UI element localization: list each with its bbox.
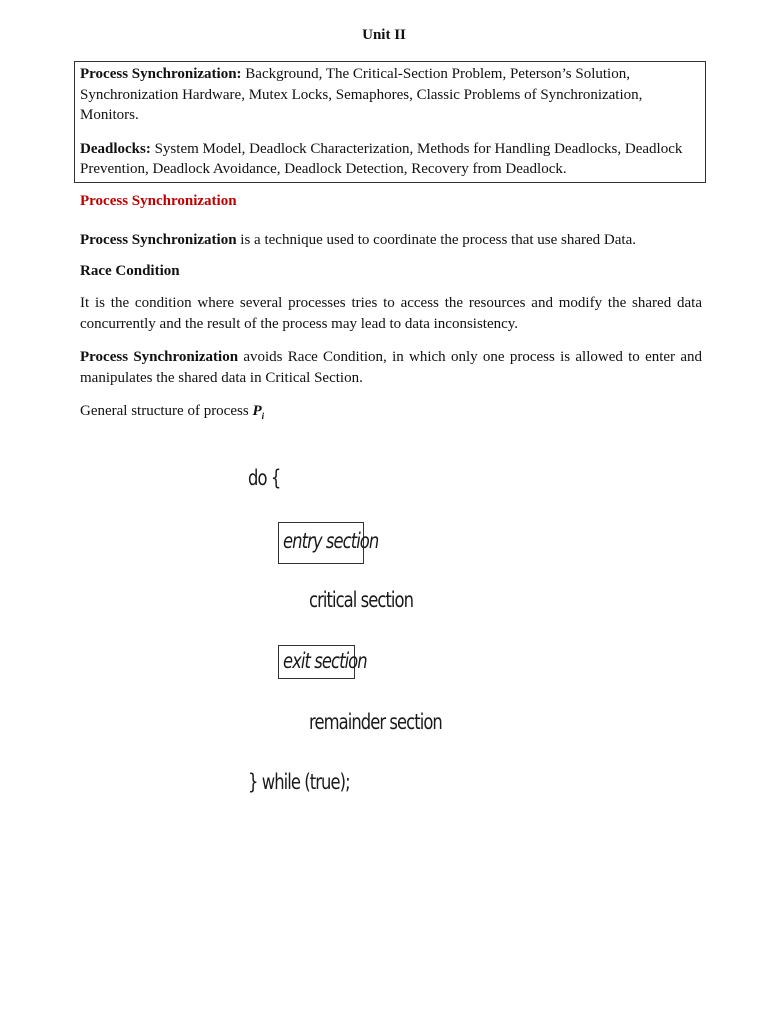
syllabus-box: [74, 61, 706, 183]
diagram-do-line: do {: [248, 466, 281, 490]
avoidance-term: Process Synchronization: [80, 349, 239, 365]
structure-caption-text: General structure of process: [80, 403, 253, 419]
unit-title: Unit II: [362, 27, 406, 43]
syllabus-process-sync-label: Process Synchronization:: [80, 66, 242, 82]
avoidance-paragraph: [80, 347, 702, 389]
syllabus-process-sync-topics: Background, The Critical-Section Problem, Peterson’s Solution, Synchronization Hardware, Mutex Locks, Semaphores, Classic Problems of Synchronization, Monitors.: [80, 66, 643, 123]
race-condition-text: It is the condition where several processes tries to access the resources and modify the shared data concurrently and the result of the process may lead to data inconsistency.: [80, 295, 702, 332]
race-condition-heading: Race Condition: [80, 263, 180, 279]
process-symbol-letter: P: [252, 403, 262, 419]
entry-section-box: [278, 522, 379, 564]
avoidance-text: avoids Race Condition, in which only one process is allowed to enter and manipulates the shared data in Critical Section.: [80, 349, 702, 386]
syllabus-deadlocks-label: Deadlocks:: [80, 140, 151, 157]
process-symbol-subscript: i: [261, 411, 265, 421]
syllabus-deadlocks-topics: System Model, Deadlock Characterization, Methods for Handling Deadlocks, Deadlock Prevention, Deadlock Avoidance, Deadlock Detection, Recovery from Deadlock.: [80, 140, 683, 177]
critical-section-label: critical section: [309, 588, 414, 612]
process-structure-diagram: [236, 446, 442, 812]
definition-term: Process Synchronization: [80, 232, 237, 248]
definition-text: is a technique used to coordinate the process that use shared Data.: [236, 232, 636, 248]
remainder-section-label: remainder section: [309, 710, 442, 734]
diagram-while-line: } while (true);: [248, 770, 350, 794]
syllabus-process-sync: [80, 64, 699, 126]
section-heading: Process Synchronization: [80, 193, 237, 209]
structure-caption: [80, 401, 702, 427]
exit-section-box: [278, 645, 367, 679]
process-symbol: [252, 403, 264, 419]
entry-section-label: entry section: [283, 529, 379, 553]
syllabus-deadlocks: [80, 139, 699, 180]
definition-paragraph: [80, 230, 702, 251]
exit-section-label: exit section: [283, 649, 367, 673]
